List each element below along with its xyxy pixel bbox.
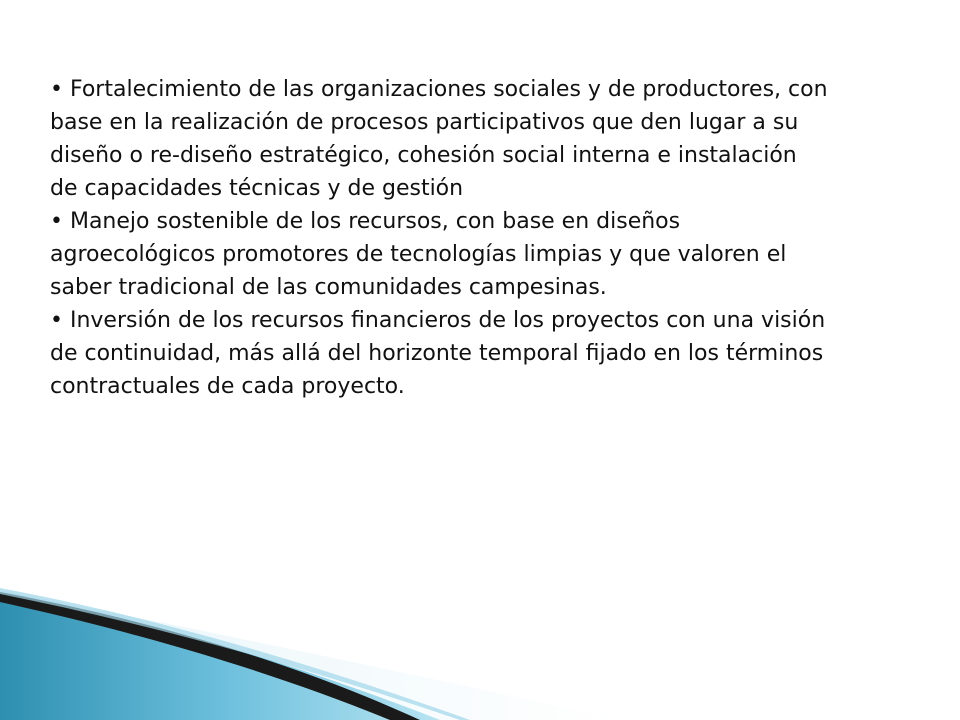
body-text — [50, 77, 908, 410]
text-line-2: base en la realización de procesos participativos que den lugar a su — [50, 110, 799, 135]
text-line-5: • Manejo sostenible de los recursos, con base en diseños — [50, 209, 681, 234]
text-line-4: de capacidades técnicas y de gestión — [50, 176, 464, 201]
text-line-8: • Inversión de los recursos financieros de los proyectos con una visión — [50, 308, 826, 333]
text-line-1: • Fortalecimiento de las organizaciones sociales y de productores, con — [50, 77, 828, 102]
decorative-swoosh — [0, 580, 960, 720]
text-line-3: diseño o re-diseño estratégico, cohesión social interna e instalación — [50, 143, 797, 168]
text-line-10: contractuales de cada proyecto. — [50, 374, 405, 399]
text-line-9: de continuidad, más allá del horizonte temporal fijado en los términos — [50, 341, 824, 366]
text-line-7: saber tradicional de las comunidades campesinas. — [50, 275, 607, 300]
text-line-6: agroecológicos promotores de tecnologías limpias y que valoren el — [50, 242, 787, 267]
